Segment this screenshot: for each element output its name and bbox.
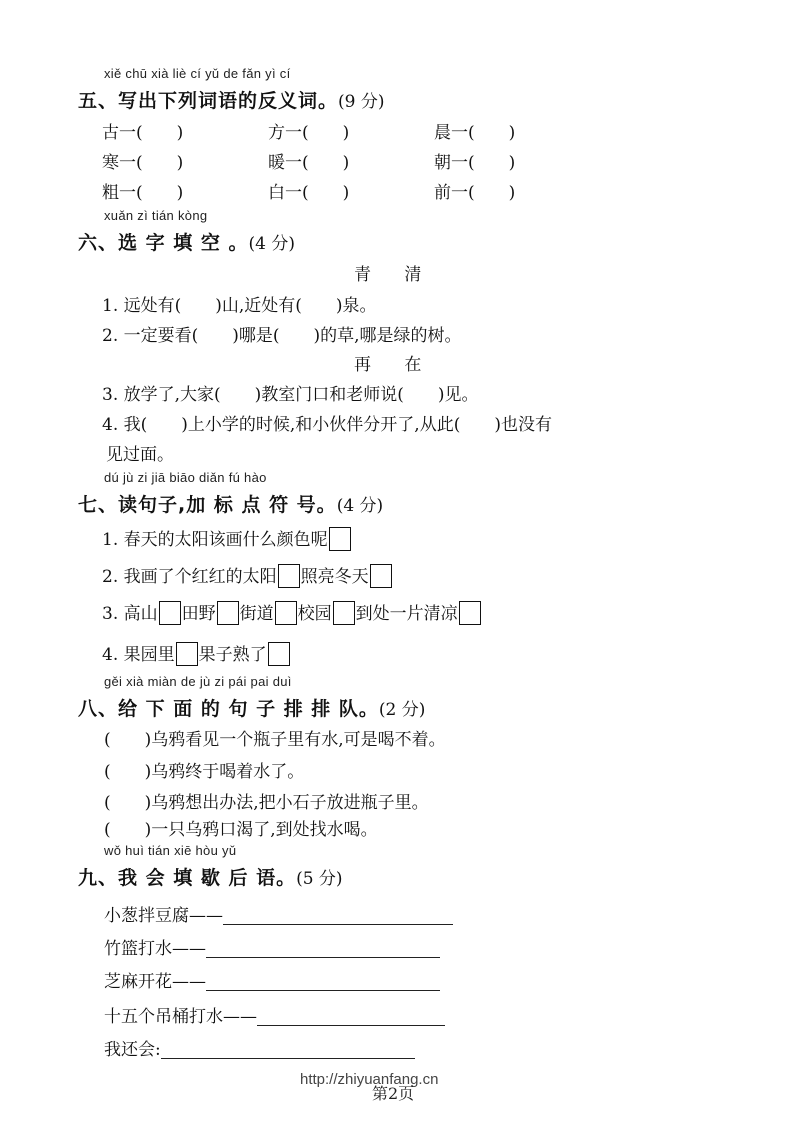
punctuation-box — [268, 642, 290, 666]
fill-question: 2. 一定要看( )哪是( )的草,哪是绿的树。 — [102, 326, 462, 346]
sec8-pinyin: gěi xià miàn de jù zi pái pai duì — [104, 674, 292, 689]
sentence-segment: 3. 高山 — [102, 604, 158, 624]
answer-line — [206, 972, 440, 991]
xiehouyu-prompt: 十五个吊桶打水—— — [104, 1007, 257, 1027]
punctuation-box — [217, 601, 239, 625]
xiehouyu-item — [104, 967, 440, 992]
fill-question: 1. 远处有( )山,近处有( )泉。 — [102, 296, 377, 316]
punctuation-box — [159, 601, 181, 625]
antonym-item: 寒一( ) — [102, 153, 184, 173]
sentence-segment: 4. 果园里 — [102, 645, 175, 665]
sec6-title: 六、选 字 填 空 。 — [78, 232, 249, 254]
antonym-item: 粗一( ) — [102, 183, 184, 203]
answer-line — [223, 906, 453, 925]
sentence-segment: 到处一片清凉 — [355, 604, 458, 624]
xiehouyu-prompt: 小葱拌豆腐—— — [104, 906, 223, 926]
xiehouyu-item — [104, 1035, 415, 1060]
xiehouyu-item — [104, 901, 453, 926]
punctuation-question — [102, 525, 352, 551]
antonym-item: 暖一( ) — [268, 153, 350, 173]
sec8-heading — [78, 694, 425, 721]
answer-line — [206, 939, 440, 958]
watermark-url: http://zhiyuanfang.cn — [300, 1071, 439, 1088]
page-number: 第2页 — [372, 1084, 415, 1103]
punctuation-question — [102, 599, 482, 625]
punctuation-box — [278, 564, 300, 588]
sec8-score: (2 分) — [378, 700, 426, 720]
sentence-segment: 街道 — [239, 604, 274, 624]
antonym-item: 方一( ) — [268, 123, 350, 143]
order-item: ( )乌鸦想出办法,把小石子放进瓶子里。 — [104, 793, 429, 813]
order-item: ( )一只乌鸦口渴了,到处找水喝。 — [104, 820, 378, 840]
sentence-segment: 果子熟了 — [198, 645, 267, 665]
sec9-score: (5 分) — [296, 869, 343, 889]
xiehouyu-item — [104, 1002, 445, 1027]
sec7-pinyin: dú jù zi jiā biāo diǎn fú hào — [104, 470, 267, 485]
sec5-pinyin: xiě chū xià liè cí yǔ de fǎn yì cí — [104, 66, 291, 81]
fill-question: 4. 我( )上小学的时候,和小伙伴分开了,从此( )也没有 — [102, 415, 552, 435]
order-item: ( )乌鸦终于喝着水了。 — [104, 762, 305, 782]
fill-question: 3. 放学了,大家( )教室门口和老师说( )见。 — [102, 385, 479, 405]
sec7-title: 七、读句子,加 标 点 符 号。 — [78, 494, 337, 516]
word-choice-pair: 青 清 — [354, 265, 436, 285]
sentence-segment: 田野 — [181, 604, 216, 624]
sec7-heading — [78, 490, 383, 517]
antonym-item: 朝一( ) — [434, 153, 516, 173]
xiehouyu-prompt: 芝麻开花—— — [104, 972, 206, 992]
fill-question-continued: 见过面。 — [106, 445, 174, 465]
xiehouyu-prompt: 我还会: — [104, 1040, 161, 1060]
sec8-title: 八、给 下 面 的 句 子 排 排 队。 — [78, 698, 379, 720]
sec5-heading — [78, 86, 385, 113]
order-item: ( )乌鸦看见一个瓶子里有水,可是喝不着。 — [104, 730, 446, 750]
punctuation-box — [370, 564, 392, 588]
sec6-pinyin: xuǎn zì tián kòng — [104, 208, 208, 223]
sec9-heading — [78, 863, 343, 890]
sec6-score: (4 分) — [248, 234, 295, 254]
sec5-title: 五、写出下列词语的反义词。 — [78, 90, 339, 112]
punctuation-box — [333, 601, 355, 625]
punctuation-box — [459, 601, 481, 625]
sec9-pinyin: wǒ huì tián xiē hòu yǔ — [104, 843, 237, 858]
sentence-segment: 校园 — [297, 604, 332, 624]
antonym-item: 白一( ) — [268, 183, 350, 203]
sec7-score: (4 分) — [336, 496, 384, 516]
antonym-item: 前一( ) — [434, 183, 516, 203]
sec9-title: 九、我 会 填 歇 后 语。 — [78, 867, 297, 889]
answer-line — [257, 1007, 445, 1026]
xiehouyu-item — [104, 934, 440, 959]
sentence-segment: 2. 我画了个红红的太阳 — [102, 567, 277, 587]
answer-line — [161, 1040, 415, 1059]
sentence-segment: 照亮冬天 — [300, 567, 369, 587]
xiehouyu-prompt: 竹篮打水—— — [104, 939, 206, 959]
sentence-segment: 1. 春天的太阳该画什么颜色呢 — [102, 530, 328, 550]
sec6-heading — [78, 228, 295, 255]
punctuation-box — [329, 527, 351, 551]
antonym-item: 古一( ) — [102, 123, 184, 143]
punctuation-box — [275, 601, 297, 625]
punctuation-box — [176, 642, 198, 666]
punctuation-question — [102, 562, 393, 588]
word-choice-pair: 再 在 — [354, 355, 436, 375]
antonym-item: 晨一( ) — [434, 123, 516, 143]
sec5-score: (9 分) — [338, 92, 385, 112]
punctuation-question — [102, 640, 291, 666]
